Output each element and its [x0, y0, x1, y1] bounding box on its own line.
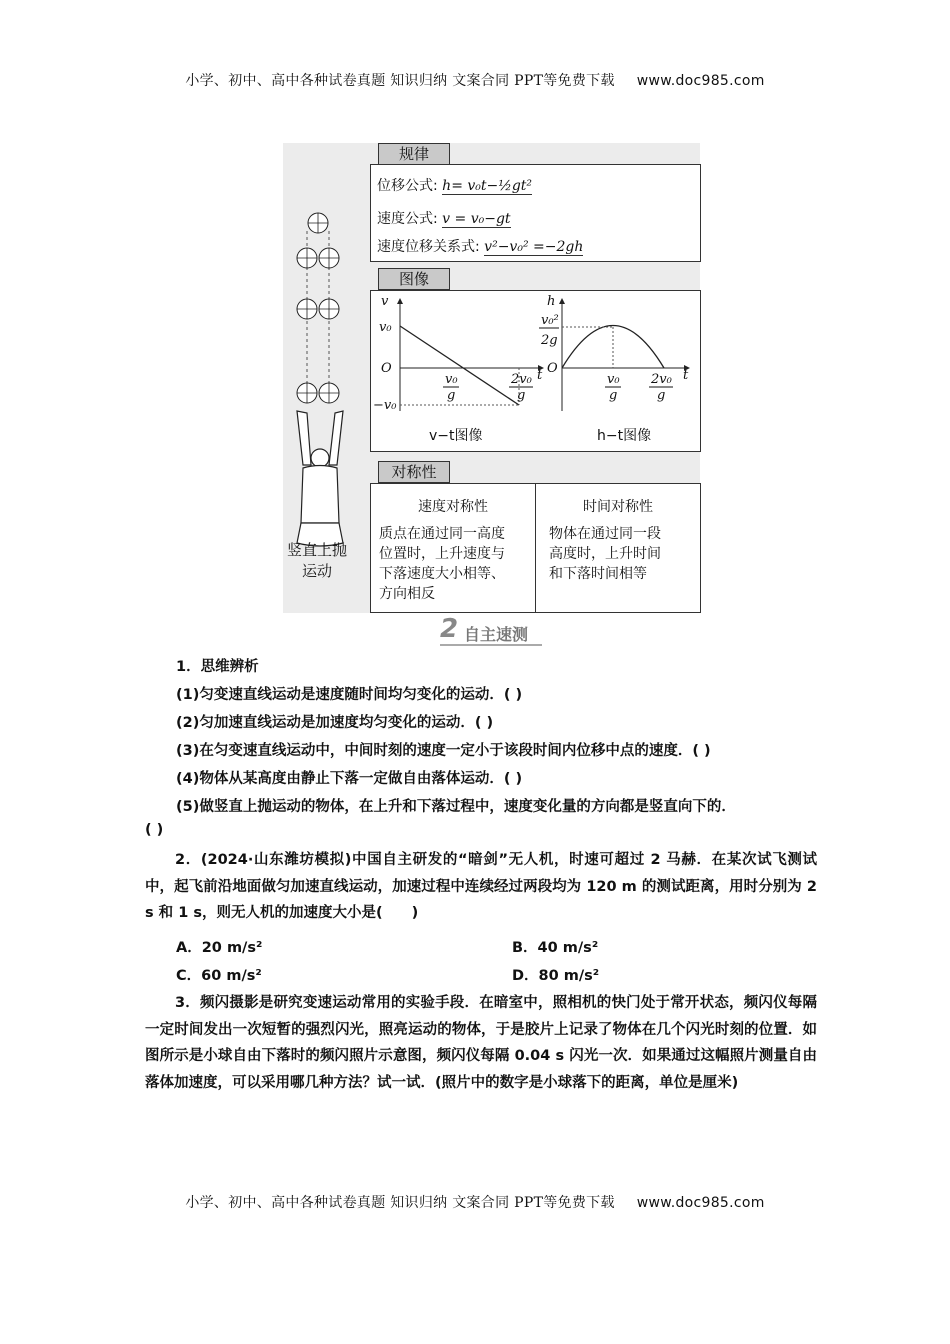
person-icon — [297, 411, 343, 546]
q2-option-d[interactable]: D．80 m/s² — [512, 968, 600, 984]
vt-v0-label: v₀ — [379, 320, 392, 335]
graph-box — [370, 290, 701, 452]
speed-symmetry-text — [379, 524, 505, 604]
speed-line-3: 下落速度大小相等、 — [379, 566, 505, 582]
velocity-displacement-formula — [377, 236, 583, 256]
vt-t-label: t — [537, 368, 543, 383]
displacement-formula — [377, 175, 532, 195]
ht-t1-den: g — [609, 388, 618, 403]
vt-t2-den: g — [517, 388, 526, 403]
time-line-2: 高度时，上升时间 — [549, 546, 661, 562]
rel-formula: v²−v₀² =−2gh — [484, 239, 584, 255]
vt-line — [400, 326, 519, 405]
speed-symmetry-head: 速度对称性 — [418, 499, 488, 515]
vel-formula: v = v₀−gt — [442, 211, 511, 227]
header-url[interactable]: www.doc985.com — [636, 73, 765, 89]
page-header — [0, 70, 950, 90]
q1-item-3: (3)在匀变速直线运动中，中间时刻的速度一定小于该段时间内位移中点的速度．( ) — [176, 743, 711, 759]
ht-origin: O — [547, 361, 558, 376]
section-title: 自主速测 — [464, 625, 529, 644]
motion-label — [283, 540, 351, 582]
law-box — [370, 164, 701, 262]
time-line-1: 物体在通过同一段 — [549, 526, 661, 542]
q3-stem: 3．频闪摄影是研究变速运动常用的实验手段．在暗室中，照相机的快门处于常开状态，频闪仪每隔一定时间发出一次短暂的强烈闪光，照亮运动的物体，于是胶片上记录了物体在几个闪光时刻的位置．如图所示是小球自由下落时的频闪照片示意图，频闪仪每隔 0.04 s 闪光一次．如果通过这幅照片测量自由落体加速度，可以采用哪几种方法？试一试．(照片中的数字是小球落下的距离，单位是厘米) — [145, 995, 817, 1091]
symmetry-box — [370, 483, 701, 613]
time-line-3: 和下落时间相等 — [549, 566, 647, 582]
vt-t1-num: v₀ — [445, 372, 458, 387]
ht-hmax-num: v₀² — [541, 313, 559, 328]
vt-t1-den: g — [447, 388, 456, 403]
vt-origin: O — [381, 361, 392, 376]
q1-item-5-tail: ( ) — [145, 822, 164, 838]
time-symmetry-head: 时间对称性 — [583, 499, 653, 515]
ht-h-label: h — [547, 294, 556, 309]
vel-label: 速度公式: — [377, 211, 438, 227]
motion-label-line-2: 运动 — [301, 562, 332, 580]
law-tag: 规律 — [378, 143, 450, 165]
graph-tag: 图像 — [378, 268, 450, 290]
section-number: 2 — [440, 614, 459, 644]
header-text: 小学、初中、高中各种试卷真题 知识归纳 文案合同 PPT等免费下载 — [185, 73, 615, 89]
q2-option-c[interactable]: C．60 m/s² — [176, 968, 262, 984]
q2-option-a[interactable]: A．20 m/s² — [176, 940, 263, 956]
q1-item-2: (2)匀加速直线运动是加速度均匀变化的运动．( ) — [176, 715, 494, 731]
ht-t2-den: g — [657, 388, 666, 403]
q1-title: 1．思维辨析 — [176, 659, 259, 675]
ht-t2-num: 2v₀ — [651, 372, 672, 387]
disp-label: 位移公式: — [377, 178, 438, 194]
vt-v-label: v — [381, 294, 389, 309]
symmetry-tag: 对称性 — [378, 461, 450, 483]
speed-line-4: 方向相反 — [379, 586, 435, 602]
vt-neg-v0: −v₀ — [373, 398, 397, 413]
vertical-throw-figure — [283, 143, 700, 613]
motion-label-line-1: 竖直上抛 — [286, 541, 347, 559]
ht-hmax-den: 2g — [541, 333, 558, 348]
speed-line-1: 质点在通过同一高度 — [379, 526, 505, 542]
vt-t2-num: 2v₀ — [511, 372, 532, 387]
vt-caption: v−t图像 — [429, 428, 483, 444]
ht-t1-num: v₀ — [607, 372, 620, 387]
q1-item-5: (5)做竖直上抛运动的物体，在上升和下落过程中，速度变化量的方向都是竖直向下的． — [176, 799, 736, 815]
page-footer — [0, 1192, 950, 1212]
q2-stem: 2．(2024·山东潍坊模拟)中国自主研发的“暗剑”无人机，时速可超过 2 马赫．在某次试飞测试中，起飞前沿地面做匀加速直线运动，加速过程中连续经过两段均为 120 m 的测试距离，用时分别为 2 s 和 1 s，则无人机的加速度大小是( ) — [145, 852, 817, 921]
rel-label: 速度位移关系式: — [377, 239, 480, 255]
disp-formula: h= v₀t−½gt² — [442, 178, 533, 194]
q1-item-1: (1)匀变速直线运动是速度随时间均匀变化的运动．( ) — [176, 687, 523, 703]
ht-t-label: t — [683, 368, 689, 383]
speed-line-2: 位置时，上升速度与 — [379, 546, 505, 562]
time-symmetry-text — [549, 524, 661, 584]
velocity-formula — [377, 208, 511, 228]
footer-text: 小学、初中、高中各种试卷真题 知识归纳 文案合同 PPT等免费下载 — [185, 1195, 615, 1211]
q2-option-b[interactable]: B．40 m/s² — [512, 940, 599, 956]
q1-item-4: (4)物体从某高度由静止下落一定做自由落体运动．( ) — [176, 771, 523, 787]
footer-url[interactable]: www.doc985.com — [636, 1195, 765, 1211]
ht-caption: h−t图像 — [597, 428, 652, 444]
section-label — [440, 614, 550, 646]
